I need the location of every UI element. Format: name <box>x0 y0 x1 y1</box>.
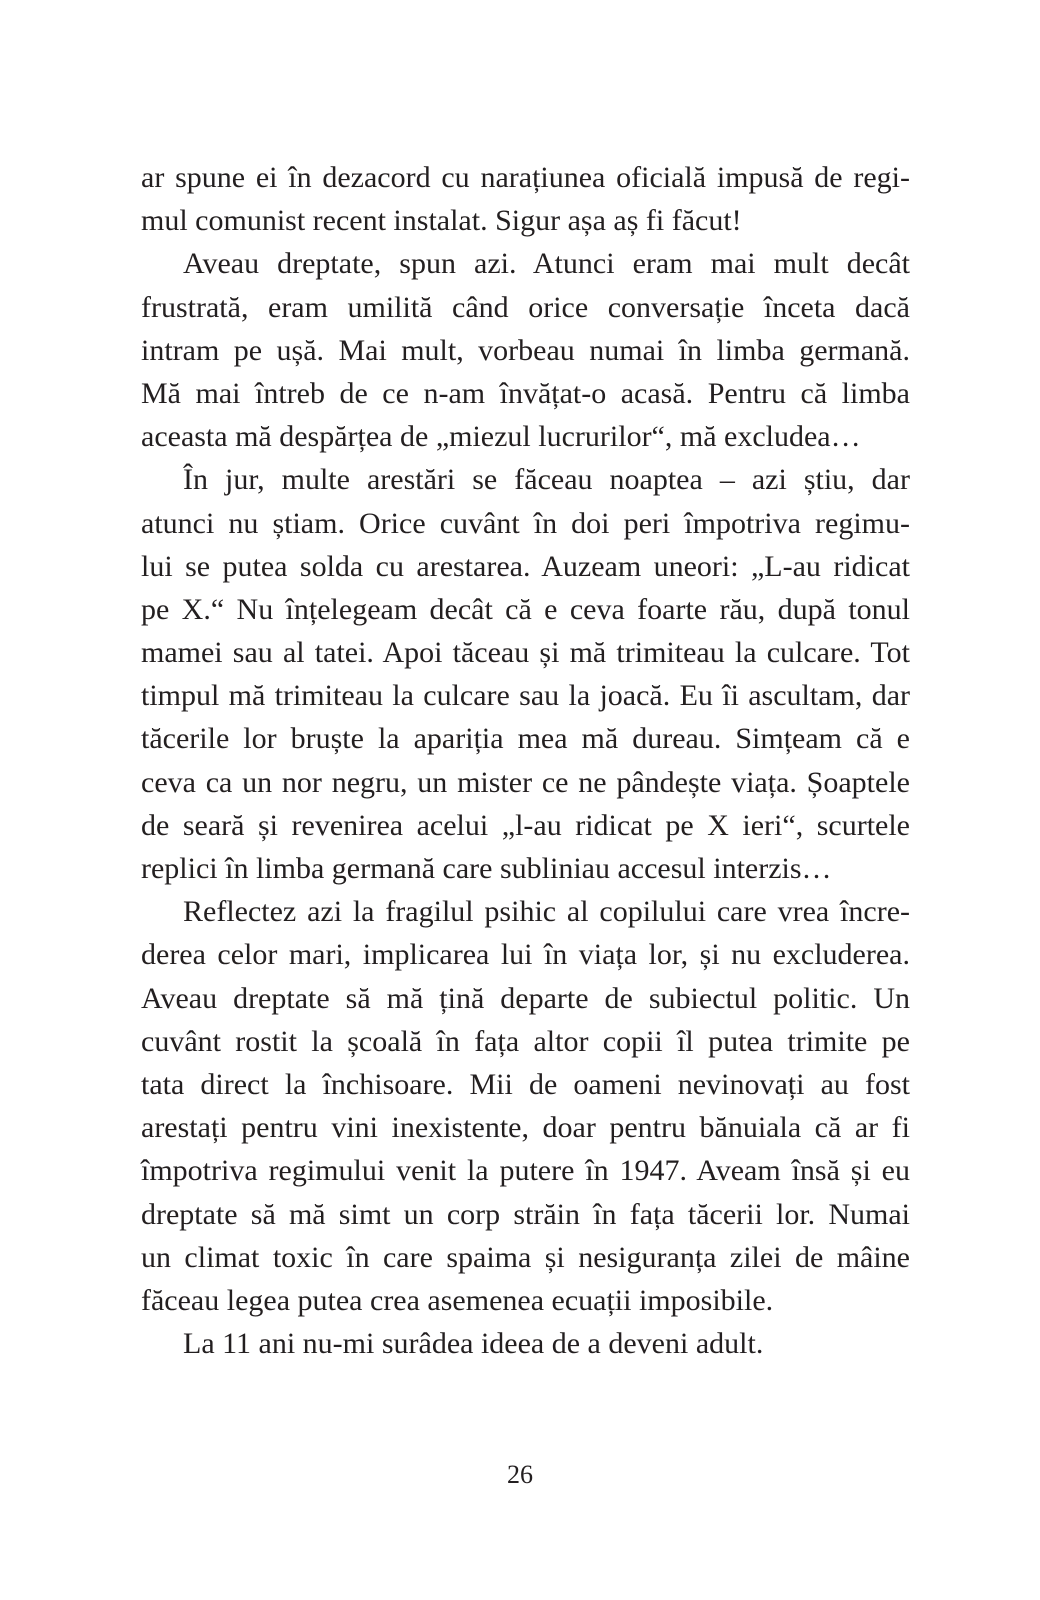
text-line: atunci nu știam. Orice cuvânt în doi peri împotriva regimu- <box>141 506 910 540</box>
text-line: arestați pentru vini inexistente, doar pentru bănuiala că ar fi <box>141 1111 910 1145</box>
text-line: Mă mai întreb de ce n-am învățat-o acasă. Pentru că limba <box>141 376 910 410</box>
text-line: cuvânt rostit la școală în fața altor copii îl putea trimite pe <box>141 1024 910 1058</box>
text-line: împotriva regimului venit la putere în 1947. Aveam însă și eu <box>141 1154 910 1188</box>
page-number: 26 <box>507 1460 533 1489</box>
text-line: dreptate să mă simt un corp străin în fața tăcerii lor. Numai <box>141 1197 910 1231</box>
body-text <box>141 156 910 1365</box>
text-line: mul comunist recent instalat. Sigur așa aș fi făcut! <box>141 204 742 238</box>
paragraph <box>141 890 910 1322</box>
text-line: derea celor mari, implicarea lui în viața lor, și nu excluderea. <box>141 938 910 972</box>
text-line: frustrată, eram umilită când orice conversație înceta dacă <box>141 290 910 324</box>
text-line: lui se putea solda cu arestarea. Auzeam uneori: „L-au ridicat <box>141 549 910 583</box>
text-line: mamei sau al tatei. Apoi tăceau și mă trimiteau la culcare. Tot <box>141 636 910 670</box>
text-line: tăcerile lor bruște la apariția mea mă dureau. Simțeam că e <box>141 722 910 756</box>
text-line: de seară și revenirea acelui „l-au ridicat pe X ieri“, scurtele <box>141 808 910 842</box>
text-line: pe X.“ Nu înțelegeam decât că e ceva foarte rău, după tonul <box>141 592 910 626</box>
text-line: tata direct la închisoare. Mii de oameni nevinovați au fost <box>141 1067 910 1101</box>
text-line: aceasta mă despărțea de „miezul lucrurilor“, mă excludea… <box>141 420 861 454</box>
text-line: un climat toxic în care spaima și nesiguranța zilei de mâine <box>141 1240 910 1274</box>
text-line: timpul mă trimiteau la culcare sau la joacă. Eu îi ascultam, dar <box>141 679 910 713</box>
text-line: Aveau dreptate să mă țină departe de subiectul politic. Un <box>141 981 910 1015</box>
text-line: În jur, multe arestări se făceau noaptea – azi știu, dar <box>183 463 910 497</box>
paragraph <box>141 458 910 890</box>
text-line: La 11 ani nu-mi surâdea ideea de a deveni adult. <box>183 1327 764 1361</box>
text-line: intram pe ușă. Mai mult, vorbeau numai în limba germană. <box>141 333 910 367</box>
text-line: Reflectez azi la fragilul psihic al copilului care vrea încre- <box>183 895 910 929</box>
text-line: ceva ca un nor negru, un mister ce ne pândește viața. Șoaptele <box>141 765 910 799</box>
paragraph <box>141 156 910 242</box>
paragraph <box>141 242 910 458</box>
paragraph <box>141 1322 910 1365</box>
text-line: ar spune ei în dezacord cu narațiunea oficială impusă de regi- <box>141 161 910 194</box>
text-line: făceau legea putea crea asemenea ecuații imposibile. <box>141 1283 774 1317</box>
text-line: Aveau dreptate, spun azi. Atunci eram mai mult decât <box>183 247 910 281</box>
text-line: replici în limba germană care subliniau accesul interzis… <box>141 852 832 885</box>
